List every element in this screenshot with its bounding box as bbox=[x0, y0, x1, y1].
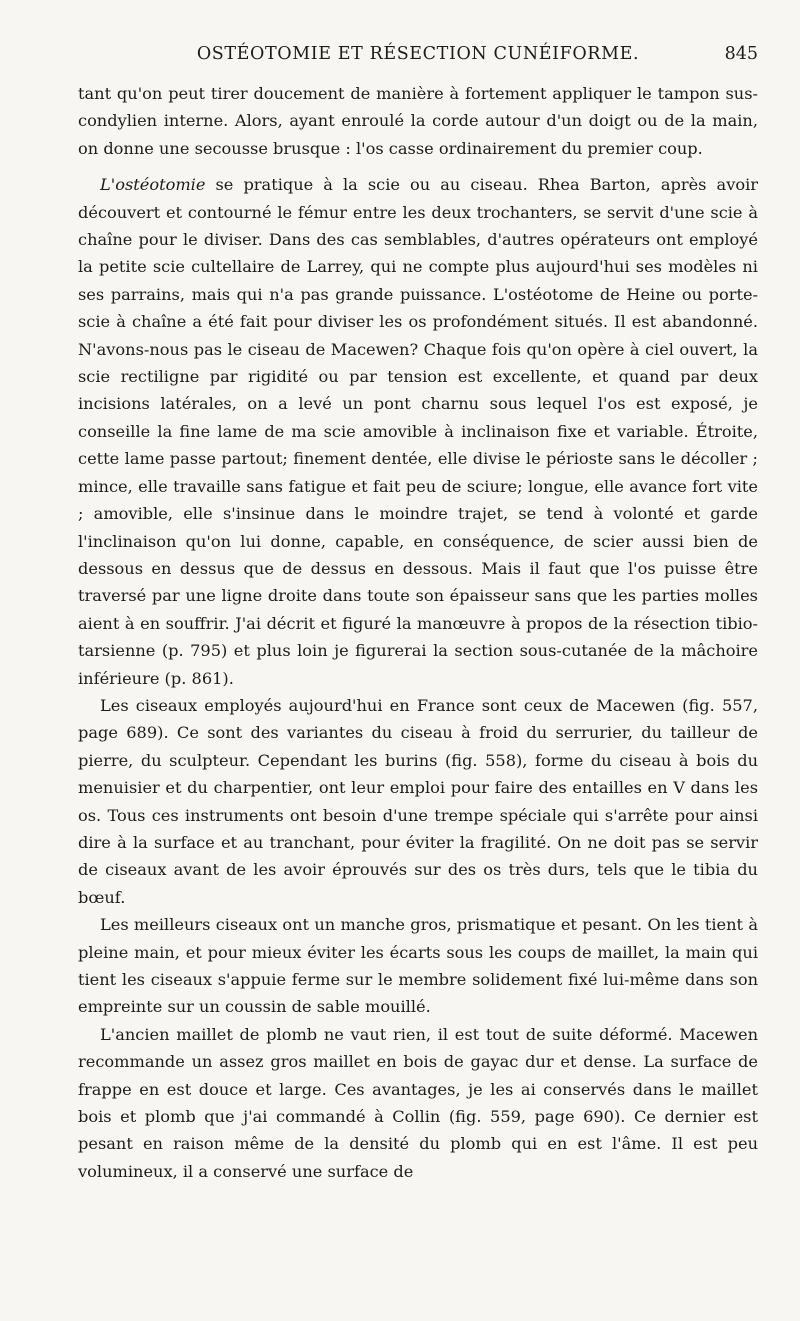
body-text bbox=[78, 80, 758, 1185]
paragraph-1 bbox=[78, 80, 758, 162]
paragraph-2-lead: L'ostéotomie bbox=[100, 175, 206, 195]
paragraph-4 bbox=[78, 911, 758, 1021]
running-title: OSTÉOTOMIE ET RÉSECTION CUNÉIFORME. bbox=[196, 44, 640, 64]
page-header bbox=[78, 44, 758, 64]
page-number: 845 bbox=[724, 44, 758, 64]
paragraph-5 bbox=[78, 1021, 758, 1185]
paragraph-1-text: tant qu'on peut tirer doucement de manière à fortement appliquer le tampon sus-condylien interne. Alors, ayant enroulé la corde autour d'un doigt ou de la main, on donne une secousse brusque : l'os casse ordinairement du premier coup. bbox=[78, 84, 758, 158]
paragraph-2 bbox=[78, 171, 758, 692]
paragraph-5-text: L'ancien maillet de plomb ne vaut rien, il est tout de suite déformé. Macewen recommande un assez gros maillet en bois de gayac dur et dense. La surface de frappe en est douce et large. Ces avantages, je les ai conservés dans le maillet bois et plomb que j'ai commandé à Collin (fig. 559, page 690). Ce dernier est pesant en raison même de la densité du plomb qui en est l'âme. Il est peu volumineux, il a conservé une surface de bbox=[78, 1024, 758, 1181]
paragraph-3 bbox=[78, 692, 758, 911]
paragraph-3-text: Les ciseaux employés aujourd'hui en France sont ceux de Macewen (fig. 557, page 689). Ce sont des variantes du ciseau à froid du serrurier, du tailleur de pierre, du sculpteur. Cependant les burins (fig. 558), forme du ciseau à bois du menuisier et du charpentier, ont leur emploi pour faire des entailles en V dans les os. Tous ces instruments ont besoin d'une trempe spéciale qui s'arrête pour ainsi dire à la surface et au tranchant, pour éviter la fragilité. On ne doit pas se servir de ciseaux avant de les avoir éprouvés sur des os très durs, tels que le tibia du bœuf. bbox=[78, 695, 758, 907]
paragraph-2-text: se pratique à la scie ou au ciseau. Rhea Barton, après avoir découvert et contourné le fémur entre les deux trochanters, se servit d'une scie à chaîne pour le diviser. Dans des cas semblables, d'autres opérateurs ont employé la petite scie cultellaire de Larrey, qui ne compte plus aujourd'hui ses modèles ni ses parrains, mais qui n'a pas grande puissance. L'ostéotome de Heine ou porte-scie à chaîne a été fait pour diviser les os profondément situés. Il est abandonné. N'avons-nous pas le ciseau de Macewen? Chaque fois qu'on opère à ciel ouvert, la scie rectiligne par rigidité ou par tension est excellente, et quand par deux incisions latérales, on a levé un pont charnu sous lequel l'os est exposé, je conseille la fine lame de ma scie amovible à inclinaison fixe et variable. Étroite, cette lame passe partout; finement dentée, elle divise le périoste sans le décoller ; mince, elle travaille sans fatigue et fait peu de sciure; longue, elle avance fort vite ; amovible, elle s'insinue dans le moindre trajet, se tend à volonté et garde l'inclinaison qu'on lui donne, capable, en conséquence, de scier aussi bien de dessous en dessus que de dessus en dessous. Mais il faut que l'os puisse être traversé par une ligne droite dans toute son épaisseur sans que les parties molles aient à en souffrir. J'ai décrit et figuré la manœuvre à propos de la résection tibio-tarsienne (p. 795) et plus loin je figurerai la section sous-cutanée de la mâchoire inférieure (p. 861). bbox=[78, 175, 758, 688]
paragraph-4-text: Les meilleurs ciseaux ont un manche gros, prismatique et pesant. On les tient à pleine main, et pour mieux éviter les écarts sous les coups de maillet, la main qui tient les ciseaux s'appuie ferme sur le membre solidement fixé lui-même dans son empreinte sur un coussin de sable mouillé. bbox=[78, 915, 758, 1017]
